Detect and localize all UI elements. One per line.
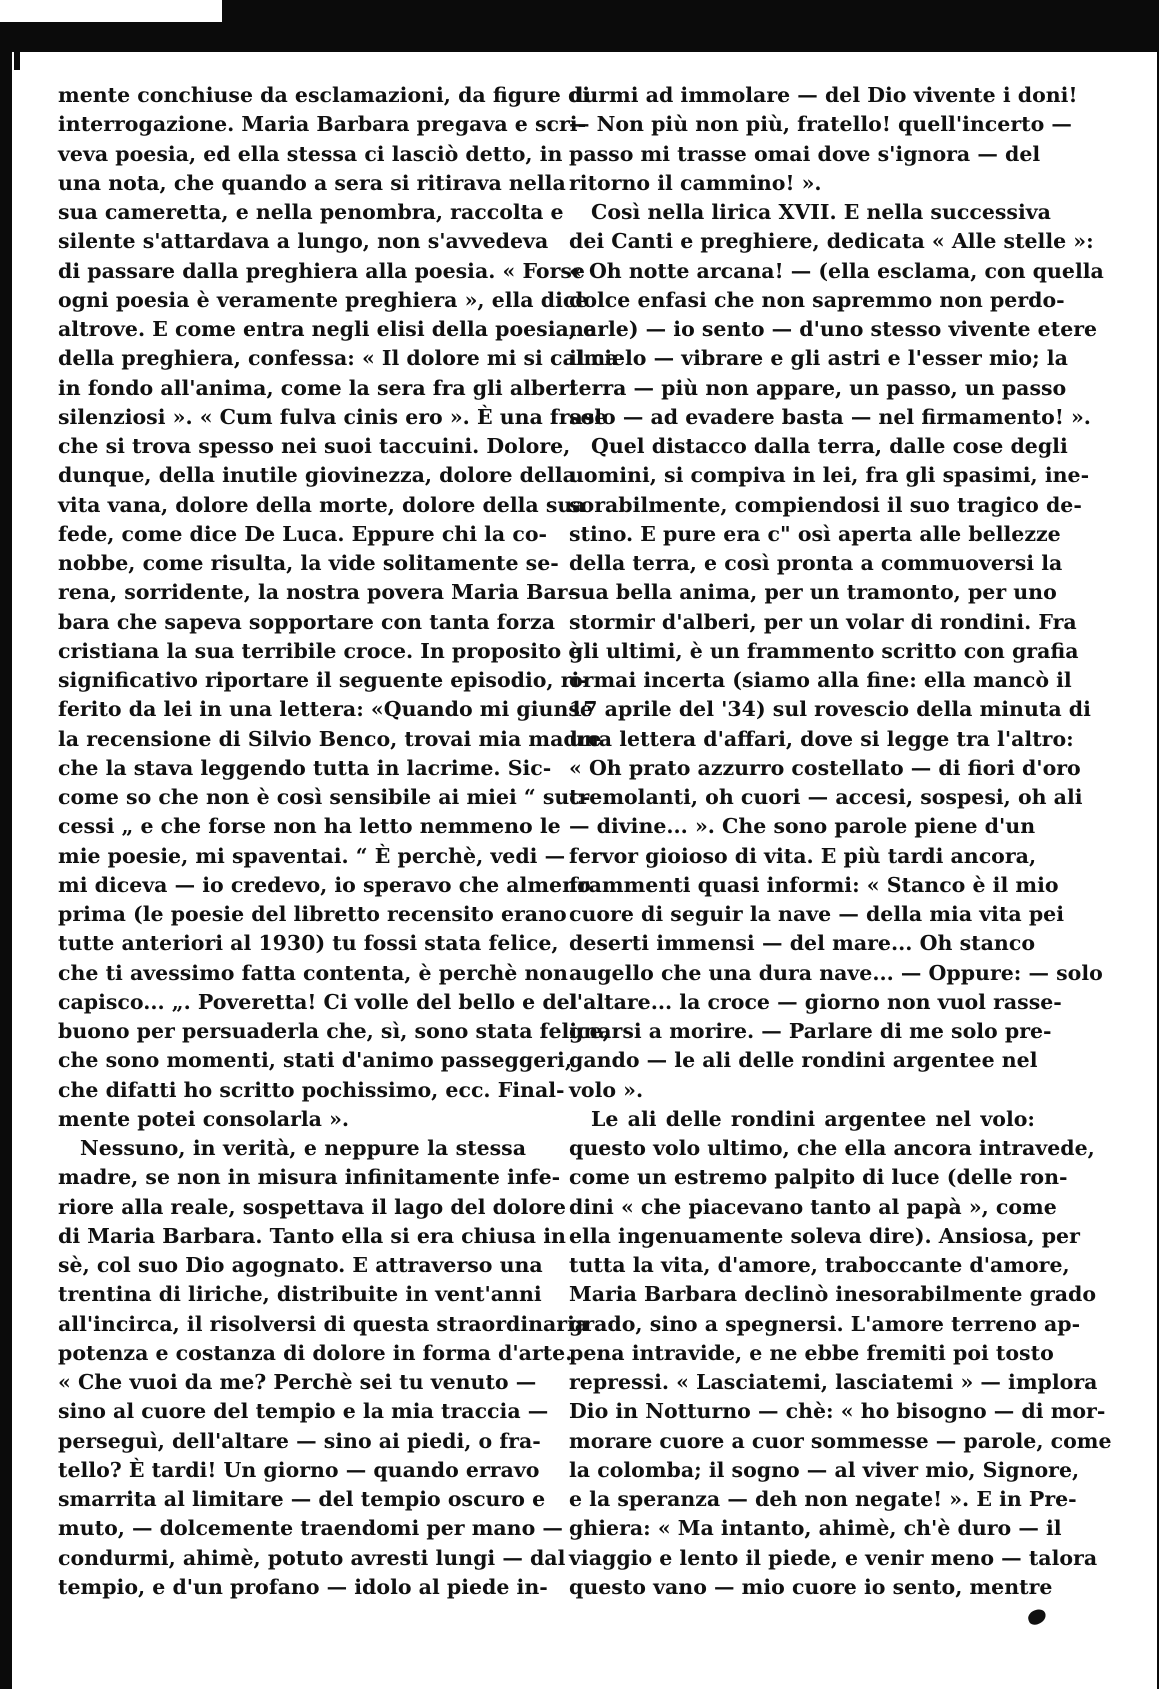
text-line: Le ali delle rondini argentee nel volo: (591, 1106, 1035, 1131)
text-line: passo mi trasse omai dove s'ignora — del (569, 141, 1041, 166)
text-line: gnarsi a morire. — Parlare di me solo pre- (569, 1019, 1052, 1043)
text-line: sua cameretta, e nella penombra, raccolta e (58, 200, 564, 224)
text-line: come un estremo palpito di luce (delle ron- (569, 1165, 1068, 1190)
text-line: cristiana la sua terribile croce. In proposito è (58, 638, 582, 663)
text-line: dei Canti e preghiere, dedicata « Alle stelle »: (569, 229, 1094, 254)
text-line: volo ». (569, 1077, 644, 1102)
text-line: potenza e costanza di dolore in forma d'arte. (58, 1340, 573, 1365)
text-line: Maria Barbara declinò inesorabilmente grado (569, 1282, 1097, 1307)
page-corner-mark (1026, 1607, 1048, 1626)
text-line: dini « che piacevano tanto al papà », come (569, 1194, 1057, 1219)
text-line: prima (le poesie del libretto recensito erano (58, 902, 567, 926)
text-line: « Oh prato azzurro costellato — di fiori d'oro (569, 755, 1081, 780)
text-line: fervor gioioso di vita. E più tardi ancora, (569, 843, 1037, 868)
text-line: ormai incerta (siamo alla fine: ella mancò il (569, 668, 1072, 692)
text-line: smarrita al limitare — del tempio oscuro e (58, 1487, 546, 1511)
text-line: ferito da lei in una lettera: «Quando mi giunse (58, 697, 593, 722)
text-line: come so che non è così sensibile ai miei “ suc- (58, 785, 591, 809)
text-line: una nota, che quando a sera si ritirava nella (58, 170, 566, 195)
text-line: tutte anteriori al 1930) tu fossi stata felice, (58, 931, 559, 956)
text-line: riore alla reale, sospettava il lago del dolore (58, 1194, 566, 1219)
text-line: narle) — io sento — d'uno stesso vivente etere (569, 317, 1098, 341)
text-line: pena intravide, e ne ebbe fremiti poi tosto (569, 1340, 1054, 1365)
text-line: veva poesia, ed ella stessa ci lasciò detto, in (58, 141, 563, 166)
text-line: ella ingenuamente soleva dire). Ansiosa, per (569, 1223, 1080, 1248)
text-line: Così nella lirica XVII. E nella successiva (591, 200, 1051, 224)
text-line: mi diceva — io credevo, io speravo che almeno (58, 872, 591, 897)
text-line: mente potei consolarla ». (58, 1106, 350, 1131)
text-line: una lettera d'affari, dove si legge tra l'altro: (569, 726, 1074, 751)
text-line: terra — più non appare, un passo, un passo (569, 375, 1067, 400)
text-line: significativo riportare il seguente episodio, ri- (58, 668, 588, 692)
text-line: uomini, si compiva in lei, fra gli spasimi, ine- (569, 463, 1090, 488)
text-line: « Oh notte arcana! — (ella esclama, con quella (569, 258, 1104, 283)
text-line: sorabilmente, compiendosi il suo tragico de- (569, 492, 1082, 517)
text-line: la colomba; il sogno — al viver mio, Signore, (569, 1457, 1080, 1482)
text-line: questo volo ultimo, che ella ancora intravede, (569, 1136, 1095, 1160)
text-line: « Che vuoi da me? Perchè sei tu venuto — (58, 1370, 537, 1394)
text-line: la recensione di Silvio Benco, trovai mia madre (58, 726, 602, 751)
text-line: solo — ad evadere basta — nel firmamento! ». (569, 404, 1091, 429)
text-line: bara che sapeva sopportare con tanta forza (58, 609, 555, 634)
left-edge-mark (14, 52, 20, 70)
text-line: all'incirca, il risolversi di questa straordinaria (58, 1311, 589, 1336)
text-line: condurmi, ahimè, potuto avresti lungi — dal (58, 1545, 566, 1570)
text-line: e la speranza — deh non negate! ». E in Pre- (569, 1487, 1077, 1511)
top-black-bar (222, 0, 1159, 22)
text-line: — divine... ». Che sono parole piene d'un (569, 814, 1036, 839)
text-line: della terra, e così pronta a commuoversi la (569, 551, 1063, 575)
text-line: il cielo — vibrare e gli astri e l'esser mio; la (569, 346, 1068, 371)
text-line: morare cuore a cuor sommesse — parole, come (569, 1428, 1112, 1453)
text-line: tello? È tardi! Un giorno — quando erravo (58, 1457, 540, 1482)
text-line: frammenti quasi informi: « Stanco è il mio (569, 872, 1059, 897)
text-line: di passare dalla preghiera alla poesia. « Forse (58, 258, 585, 283)
text-line: nobbe, come risulta, la vide solitamente se- (58, 551, 559, 575)
text-line: fede, come dice De Luca. Eppure chi la co- (58, 521, 547, 546)
text-line: buono per persuaderla che, sì, sono stata felice, (58, 1019, 610, 1043)
text-line: repressi. « Lasciatemi, lasciatemi » — implora (569, 1370, 1098, 1394)
text-line: muto, — dolcemente traendomi per mano — (58, 1516, 563, 1541)
text-line: stormir d'alberi, per un volar di rondini. Fra (569, 609, 1077, 634)
text-line: mente conchiuse da esclamazioni, da figure di (58, 83, 591, 107)
text-line: silenziosi ». « Cum fulva cinis ero ». È una frase (58, 404, 608, 429)
text-line: madre, se non in misura infinitamente infe- (58, 1165, 561, 1190)
text-line: che difatti ho scritto pochissimo, ecc. Final- (58, 1077, 565, 1102)
text-line: della preghiera, confessa: « Il dolore mi si calma (58, 346, 619, 371)
text-line: Dio in Notturno — chè: « ho bisogno — di mor- (569, 1399, 1106, 1424)
text-line: 17 aprile del '34) sul rovescio della minuta di (569, 697, 1091, 722)
text-line: vita vana, dolore della morte, dolore della sua (58, 492, 586, 517)
text-line: gli ultimi, è un frammento scritto con grafia (569, 638, 1079, 663)
text-line: durmi ad immolare — del Dio vivente i doni! (569, 83, 1078, 107)
text-line: cessi „ e che forse non ha letto nemmeno le (58, 814, 561, 839)
text-line: rena, sorridente, la nostra povera Maria Bar- (58, 580, 577, 605)
text-line: ghiera: « Ma intanto, ahimè, ch'è duro — il (569, 1516, 1062, 1541)
text-line: Nessuno, in verità, e neppure la stessa (80, 1136, 526, 1160)
text-line: viaggio e lento il piede, e venir meno — talora (569, 1545, 1098, 1570)
text-line: questo vano — mio cuore io sento, mentre (569, 1574, 1053, 1599)
text-line: mie poesie, mi spaventai. “ È perchè, vedi — (58, 843, 566, 868)
text-line: ogni poesia è veramente preghiera », ella dice (58, 287, 589, 312)
text-line: sua bella anima, per un tramonto, per uno (569, 580, 1057, 605)
text-line: gando — le ali delle rondini argentee nel (569, 1048, 1038, 1073)
text-line: sino al cuore del tempio e la mia traccia — (58, 1399, 549, 1424)
text-line: dunque, della inutile giovinezza, dolore della (58, 463, 576, 488)
text-line: sè, col suo Dio agognato. E attraverso una (58, 1253, 543, 1277)
text-line: che si trova spesso nei suoi taccuini. Dolore, (58, 434, 571, 458)
text-line: capisco... „. Poveretta! Ci volle del bello e del (58, 989, 578, 1014)
text-line: deserti immensi — del mare... Oh stanco (569, 931, 1035, 956)
text-line: che ti avessimo fatta contenta, è perchè non (58, 960, 568, 985)
text-line: augello che una dura nave... — Oppure: — solo (569, 960, 1103, 985)
text-line: che sono momenti, stati d'animo passeggeri, (58, 1048, 572, 1073)
text-line: tremolanti, oh cuori — accesi, sospesi, oh ali (569, 785, 1083, 809)
top-black-band (0, 22, 1159, 52)
text-line: di Maria Barbara. Tanto ella si era chiusa in (58, 1223, 566, 1248)
text-line: trentina di liriche, distribuite in vent'anni (58, 1282, 542, 1307)
text-line: grado, sino a spegnersi. L'amore terreno ap- (569, 1311, 1081, 1336)
text-line: in fondo all'anima, come la sera fra gli alberi (58, 375, 577, 400)
text-line: ritorno il cammino! ». (569, 170, 822, 195)
text-line: cuore di seguir la nave — della mia vita pei (569, 902, 1064, 926)
text-column-right (569, 81, 1112, 1602)
text-line: silente s'attardava a lungo, non s'avvedeva (58, 229, 549, 254)
text-line: stino. E pure era c" osì aperta alle bellezze (569, 521, 1061, 546)
text-line: interrogazione. Maria Barbara pregava e scri- (58, 112, 587, 137)
text-line: che la stava leggendo tutta in lacrime. Sic- (58, 755, 552, 780)
text-line: tempio, e d'un profano — idolo al piede in- (58, 1574, 548, 1599)
text-line: — Non più non più, fratello! quell'incerto — (569, 112, 1072, 137)
text-line: l'altare... la croce — giorno non vuol rasse- (569, 989, 1062, 1014)
text-line: altrove. E come entra negli elisi della poesia, e (58, 317, 597, 341)
text-line: dolce enfasi che non sapremmo non perdo- (569, 287, 1065, 312)
text-line: perseguì, dell'altare — sino ai piedi, o fra- (58, 1428, 541, 1453)
text-line: tutta la vita, d'amore, traboccante d'amore, (569, 1253, 1070, 1277)
text-line: Quel distacco dalla terra, dalle cose degli (591, 434, 1068, 458)
left-black-edge (0, 22, 12, 1689)
